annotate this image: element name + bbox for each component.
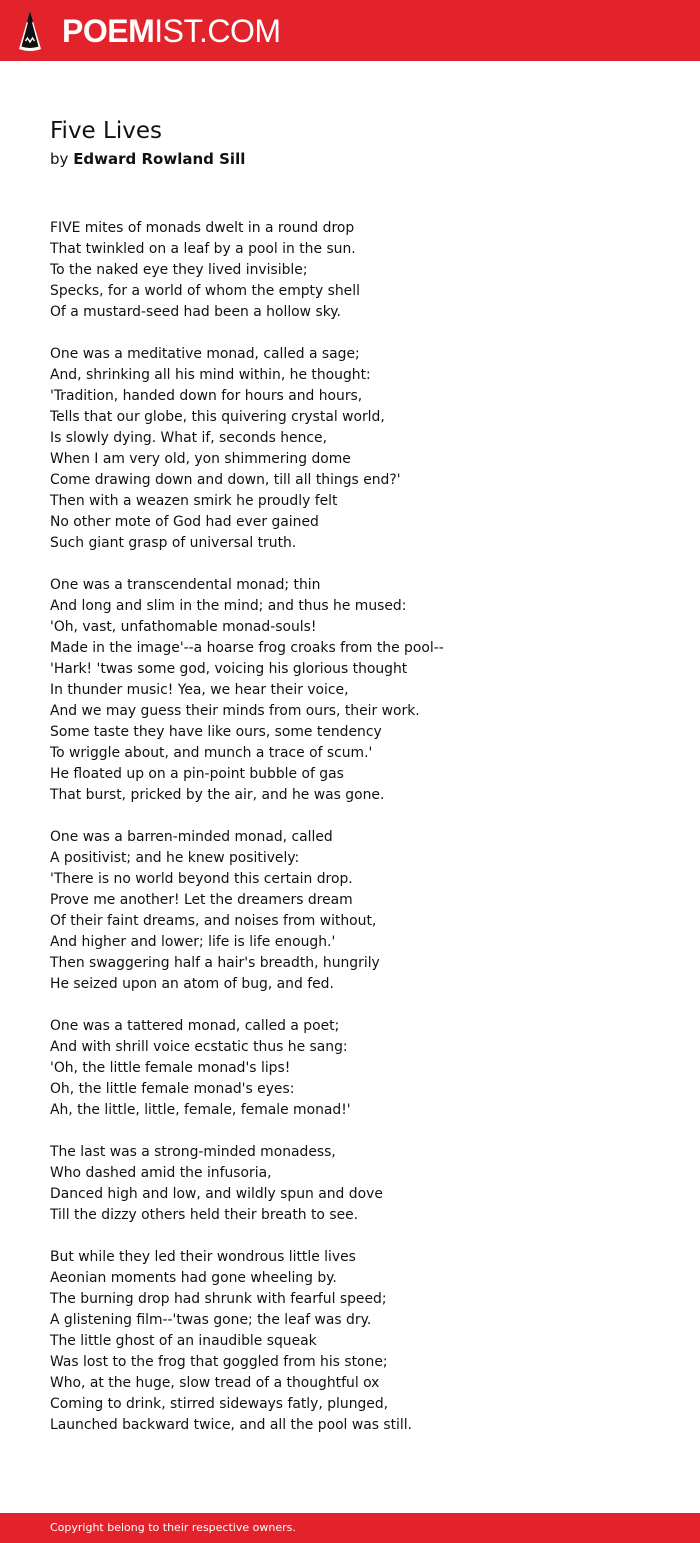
poem-line: A glistening film--'twas gone; the leaf was dry. <box>50 1312 372 1328</box>
poem-line: The little ghost of an inaudible squeak <box>50 1333 317 1349</box>
poem-line: He seized upon an atom of bug, and fed. <box>50 976 334 992</box>
poem-line: Prove me another! Let the dreamers dream <box>50 892 353 908</box>
poem-line: 'There is no world beyond this certain drop. <box>50 871 353 887</box>
poem-line: Aeonian moments had gone wheeling by. <box>50 1270 337 1286</box>
poem-line: That twinkled on a leaf by a pool in the sun. <box>50 241 356 257</box>
poem-stanza <box>50 218 670 323</box>
poem-line: Such giant grasp of universal truth. <box>50 535 297 551</box>
poem-line: One was a transcendental monad; thin <box>50 577 321 593</box>
poem-body <box>50 218 670 1457</box>
poem-line: Then swaggering half a hair's breadth, hungrily <box>50 955 380 971</box>
poem-line: And long and slim in the mind; and thus he mused: <box>50 598 407 614</box>
poem-line: To the naked eye they lived invisible; <box>50 262 308 278</box>
poem-line: He floated up on a pin-point bubble of gas <box>50 766 344 782</box>
poem-line: One was a tattered monad, called a poet; <box>50 1018 340 1034</box>
logo-light-text: IST.COM <box>154 13 281 49</box>
poem-line: But while they led their wondrous little lives <box>50 1249 356 1265</box>
poem-line: Is slowly dying. What if, seconds hence, <box>50 430 327 446</box>
poem-line: And we may guess their minds from ours, their work. <box>50 703 420 719</box>
poem-line: Danced high and low, and wildly spun and dove <box>50 1186 383 1202</box>
poem-stanza <box>50 344 670 554</box>
author-name: Edward Rowland Sill <box>73 150 246 168</box>
poem-line: Launched backward twice, and all the pool was still. <box>50 1417 413 1433</box>
poem-line: Till the dizzy others held their breath to see. <box>50 1207 359 1223</box>
poem-stanza <box>50 575 670 806</box>
poem-line: One was a barren-minded monad, called <box>50 829 333 845</box>
byline <box>50 147 245 171</box>
poem-line: The last was a strong-minded monadess, <box>50 1144 336 1160</box>
poem-line: Specks, for a world of whom the empty shell <box>50 283 360 299</box>
poem-line: Who, at the huge, slow tread of a thoughtful ox <box>50 1375 380 1391</box>
poem-line: Then with a weazen smirk he proudly felt <box>50 493 338 509</box>
poem-line: FIVE mites of monads dwelt in a round drop <box>50 220 355 236</box>
poem-line: A positivist; and he knew positively: <box>50 850 300 866</box>
poem-line: That burst, pricked by the air, and he was gone. <box>50 787 385 803</box>
poem-line: When I am very old, yon shimmering dome <box>50 451 351 467</box>
poem-line: 'Tradition, handed down for hours and hours, <box>50 388 363 404</box>
site-footer <box>0 1513 700 1543</box>
poem-line: The burning drop had shrunk with fearful speed; <box>50 1291 387 1307</box>
poem-line: Some taste they have like ours, some tendency <box>50 724 382 740</box>
poem-line: One was a meditative monad, called a sage; <box>50 346 360 362</box>
poem-stanza <box>50 1142 670 1226</box>
poem-line: No other mote of God had ever gained <box>50 514 319 530</box>
poem-line: Was lost to the frog that goggled from his stone; <box>50 1354 388 1370</box>
poem-line: Ah, the little, little, female, female monad!' <box>50 1102 351 1118</box>
site-logo-text <box>62 9 281 53</box>
site-logo-link[interactable] <box>17 9 281 53</box>
poem-line: Tells that our globe, this quivering crystal world, <box>50 409 385 425</box>
poem-stanza <box>50 827 670 995</box>
site-header <box>0 0 700 61</box>
logo-bold-text: POEM <box>62 13 155 49</box>
copyright-notice: Copyright belong to their respective owners. <box>50 1521 296 1534</box>
poem-line: In thunder music! Yea, we hear their voice, <box>50 682 349 698</box>
poem-line: To wriggle about, and munch a trace of scum.' <box>50 745 373 761</box>
poem-stanza <box>50 1247 670 1436</box>
poem-title: Five Lives <box>50 118 162 144</box>
poem-line: And, shrinking all his mind within, he thought: <box>50 367 371 383</box>
poem-line: Made in the image'--a hoarse frog croaks from the pool-- <box>50 640 444 656</box>
poem-line: Who dashed amid the infusoria, <box>50 1165 272 1181</box>
poem-line: Coming to drink, stirred sideways fatly, plunged, <box>50 1396 389 1412</box>
poem-line: And with shrill voice ecstatic thus he sang: <box>50 1039 348 1055</box>
poem-line: 'Hark! 'twas some god, voicing his glorious thought <box>50 661 408 677</box>
poem-line: Of their faint dreams, and noises from without, <box>50 913 377 929</box>
pencil-tip-icon <box>17 9 43 53</box>
poem-line: 'Oh, vast, unfathomable monad-souls! <box>50 619 317 635</box>
poem-line: Of a mustard-seed had been a hollow sky. <box>50 304 341 320</box>
poem-line: And higher and lower; life is life enough.' <box>50 934 336 950</box>
byline-prefix: by <box>50 150 69 168</box>
poem-line: Come drawing down and down, till all things end?' <box>50 472 401 488</box>
poem-stanza <box>50 1016 670 1121</box>
poem-line: Oh, the little female monad's eyes: <box>50 1081 295 1097</box>
poem-line: 'Oh, the little female monad's lips! <box>50 1060 291 1076</box>
